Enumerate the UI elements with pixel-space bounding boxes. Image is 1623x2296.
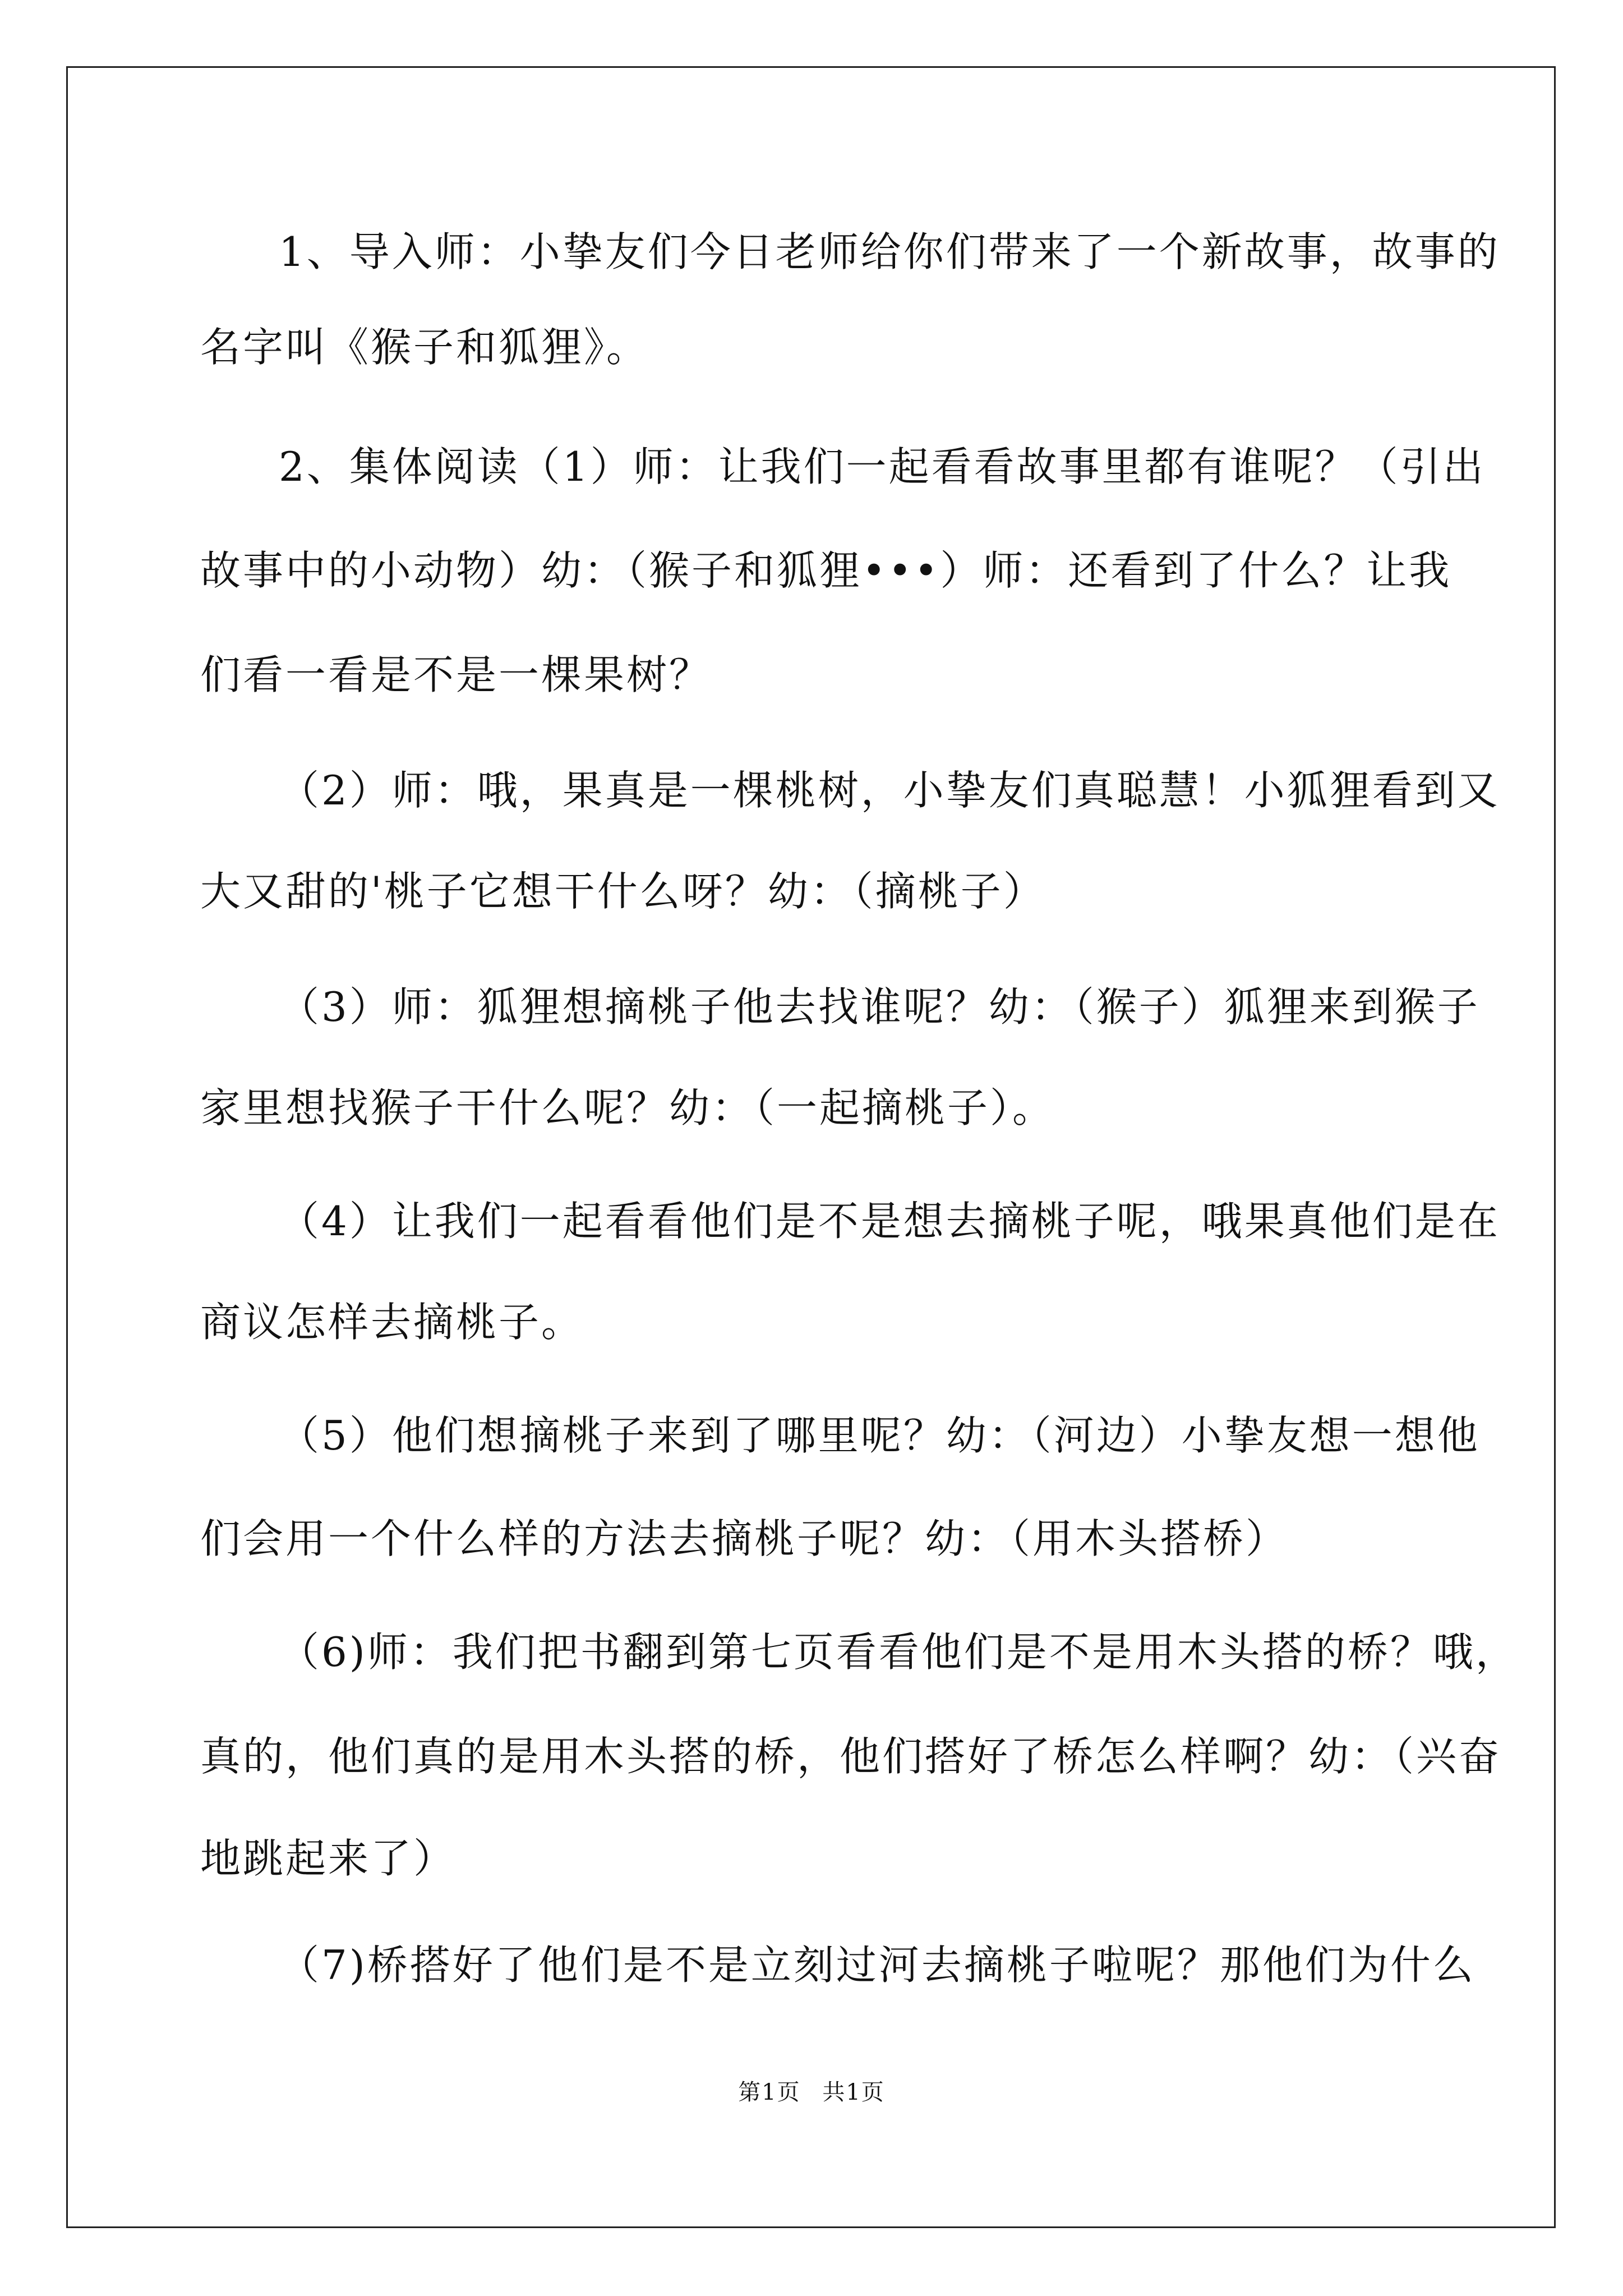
paragraph-line: （2）师：哦，果真是一棵桃树，小挚友们真聪慧！小狐狸看到又 <box>279 767 1500 814</box>
paragraph-line: 家里想找猴子干什么呢？幼：（一起摘桃子）。 <box>200 1084 1055 1131</box>
paragraph-line: 地跳起来了） <box>200 1835 457 1882</box>
paragraph-line: 们会用一个什么样的方法去摘桃子呢？幼：（用木头搭桥） <box>200 1515 1289 1562</box>
paragraph-line: 们看一看是不是一棵果树？ <box>200 651 712 698</box>
paragraph-line: （5）他们想摘桃子来到了哪里呢？幼：（河边）小挚友想一想他 <box>279 1412 1480 1459</box>
paragraph-line: （6)师：我们把书翻到第七页看看他们是不是用木头搭的桥？哦， <box>279 1628 1518 1676</box>
page-footer <box>0 2076 1623 2109</box>
paragraph-line: （7)桥搭好了他们是不是立刻过河去摘桃子啦呢？那他们为什么 <box>279 1941 1476 1989</box>
paragraph-line: （3）师：狐狸想摘桃子他去找谁呢？幼：（猴子）狐狸来到猴子 <box>279 983 1480 1030</box>
page-number: 第1页 <box>738 2079 801 2105</box>
paragraph-line: 故事中的小动物）幼：（猴子和狐狸•••）师：还看到了什么？让我 <box>200 547 1452 594</box>
paragraph-line: （4）让我们一起看看他们是不是想去摘桃子呢，哦果真他们是在 <box>279 1198 1500 1245</box>
page-total: 共1页 <box>822 2079 885 2105</box>
paragraph-line: 真的，他们真的是用木头搭的桥，他们搭好了桥怎么样啊？幼：（兴奋 <box>200 1733 1502 1780</box>
paragraph-line: 大又甜的'桃子它想干什么呀？幼：（摘桃子） <box>200 868 1046 915</box>
paragraph-line: 商议怎样去摘桃子。 <box>200 1299 584 1346</box>
page-border <box>66 66 1556 2228</box>
paragraph-line: 2、集体阅读（1）师：让我们一起看看故事里都有谁呢？（引出 <box>279 443 1486 490</box>
paragraph-line: 1、导入师：小挚友们今日老师给你们带来了一个新故事，故事的 <box>279 228 1500 275</box>
paragraph-line: 名字叫《猴子和狐狸》。 <box>200 324 649 371</box>
